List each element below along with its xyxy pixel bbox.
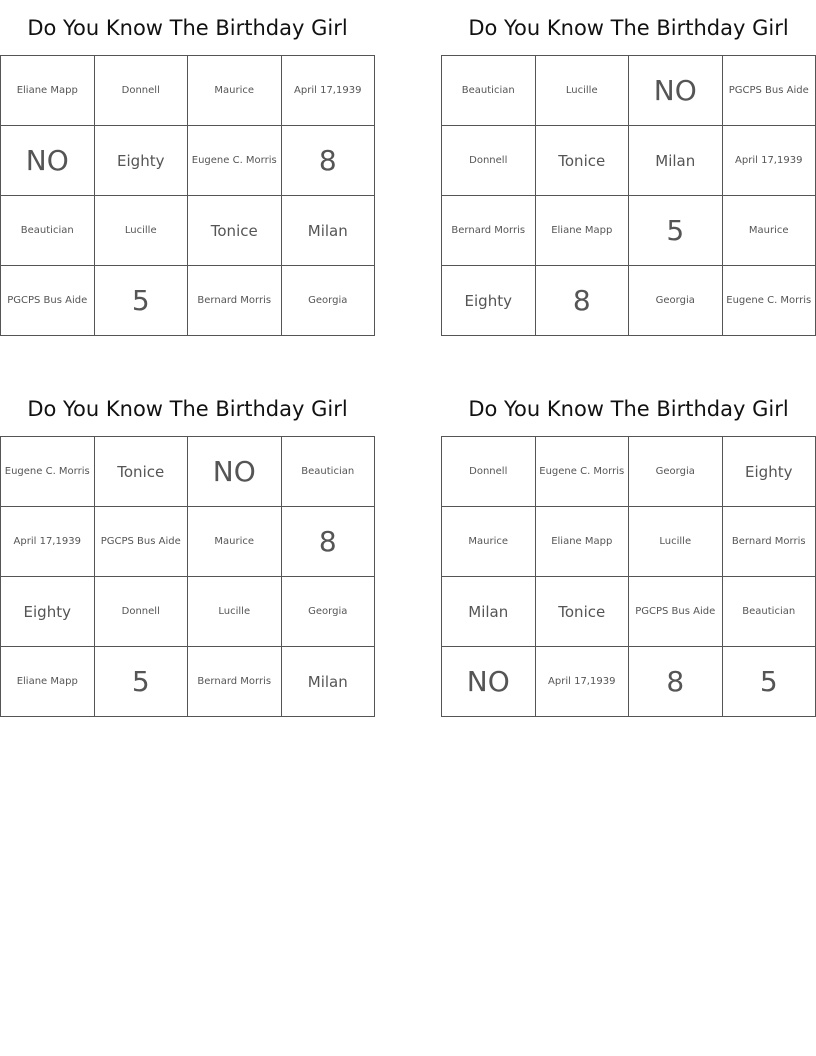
bingo-cell: NO [442, 647, 536, 717]
bingo-cell: 5 [95, 266, 189, 336]
bingo-card-3 [0, 381, 375, 717]
bingo-cell: Eighty [1, 577, 95, 647]
bingo-cell: Donnell [95, 577, 189, 647]
card-title: Do You Know The Birthday Girl [468, 16, 789, 40]
bingo-cell: Georgia [282, 577, 376, 647]
bingo-cell: Tonice [95, 437, 189, 507]
bingo-cell: Eighty [95, 126, 189, 196]
bingo-cell: 8 [282, 507, 376, 577]
bingo-cell: Georgia [629, 437, 723, 507]
bingo-cell: 5 [95, 647, 189, 717]
bingo-cell: PGCPS Bus Aide [723, 56, 816, 126]
bingo-cell: Eugene C. Morris [1, 437, 95, 507]
bingo-grid [0, 436, 375, 717]
bingo-cell: Milan [629, 126, 723, 196]
bingo-cell: Maurice [188, 507, 282, 577]
bingo-cell: Donnell [95, 56, 189, 126]
bingo-cell: PGCPS Bus Aide [629, 577, 723, 647]
bingo-card-2 [441, 0, 816, 336]
bingo-cell: NO [188, 437, 282, 507]
bingo-cell: PGCPS Bus Aide [1, 266, 95, 336]
bingo-cell: Eugene C. Morris [723, 266, 816, 336]
bingo-cell: April 17,1939 [282, 56, 376, 126]
bingo-cell: Georgia [629, 266, 723, 336]
bingo-cell: Tonice [536, 577, 630, 647]
card-title: Do You Know The Birthday Girl [468, 397, 789, 421]
bingo-cell: 5 [723, 647, 816, 717]
bingo-card-1 [0, 0, 375, 336]
bingo-cell: Maurice [188, 56, 282, 126]
bingo-cell: Maurice [442, 507, 536, 577]
bingo-grid [0, 55, 375, 336]
bingo-cell: Milan [282, 647, 376, 717]
bingo-cell: Eugene C. Morris [536, 437, 630, 507]
bingo-cell: Beautician [723, 577, 816, 647]
bingo-cell: Bernard Morris [723, 507, 816, 577]
bingo-cell: Eliane Mapp [536, 507, 630, 577]
bingo-cell: Milan [282, 196, 376, 266]
bingo-cell: Eliane Mapp [1, 647, 95, 717]
bingo-cell: Maurice [723, 196, 816, 266]
bingo-cell: April 17,1939 [723, 126, 816, 196]
bingo-cell: Bernard Morris [188, 647, 282, 717]
bingo-cell: Georgia [282, 266, 376, 336]
bingo-grid [441, 55, 816, 336]
bingo-cell: NO [1, 126, 95, 196]
bingo-cell: Donnell [442, 437, 536, 507]
bingo-cell: April 17,1939 [1, 507, 95, 577]
bingo-cell: Milan [442, 577, 536, 647]
bingo-cell: Beautician [282, 437, 376, 507]
bingo-cell: Bernard Morris [188, 266, 282, 336]
bingo-grid [441, 436, 816, 717]
bingo-cell: Beautician [1, 196, 95, 266]
bingo-cell: Tonice [188, 196, 282, 266]
bingo-cell: Lucille [188, 577, 282, 647]
bingo-cell: Donnell [442, 126, 536, 196]
bingo-cell: Bernard Morris [442, 196, 536, 266]
bingo-cell: 8 [282, 126, 376, 196]
bingo-cell: Eighty [723, 437, 816, 507]
bingo-cell: Lucille [536, 56, 630, 126]
card-title: Do You Know The Birthday Girl [27, 397, 348, 421]
bingo-cell: Eliane Mapp [1, 56, 95, 126]
bingo-cell: 5 [629, 196, 723, 266]
bingo-cell: Tonice [536, 126, 630, 196]
bingo-cell: Beautician [442, 56, 536, 126]
card-title: Do You Know The Birthday Girl [27, 16, 348, 40]
bingo-cell: Lucille [95, 196, 189, 266]
bingo-cell: Eliane Mapp [536, 196, 630, 266]
bingo-card-4 [441, 381, 816, 717]
bingo-cell: April 17,1939 [536, 647, 630, 717]
bingo-cell: Eugene C. Morris [188, 126, 282, 196]
bingo-cell: 8 [536, 266, 630, 336]
bingo-cell: Lucille [629, 507, 723, 577]
bingo-cell: 8 [629, 647, 723, 717]
bingo-cell: Eighty [442, 266, 536, 336]
bingo-cell: NO [629, 56, 723, 126]
bingo-cell: PGCPS Bus Aide [95, 507, 189, 577]
